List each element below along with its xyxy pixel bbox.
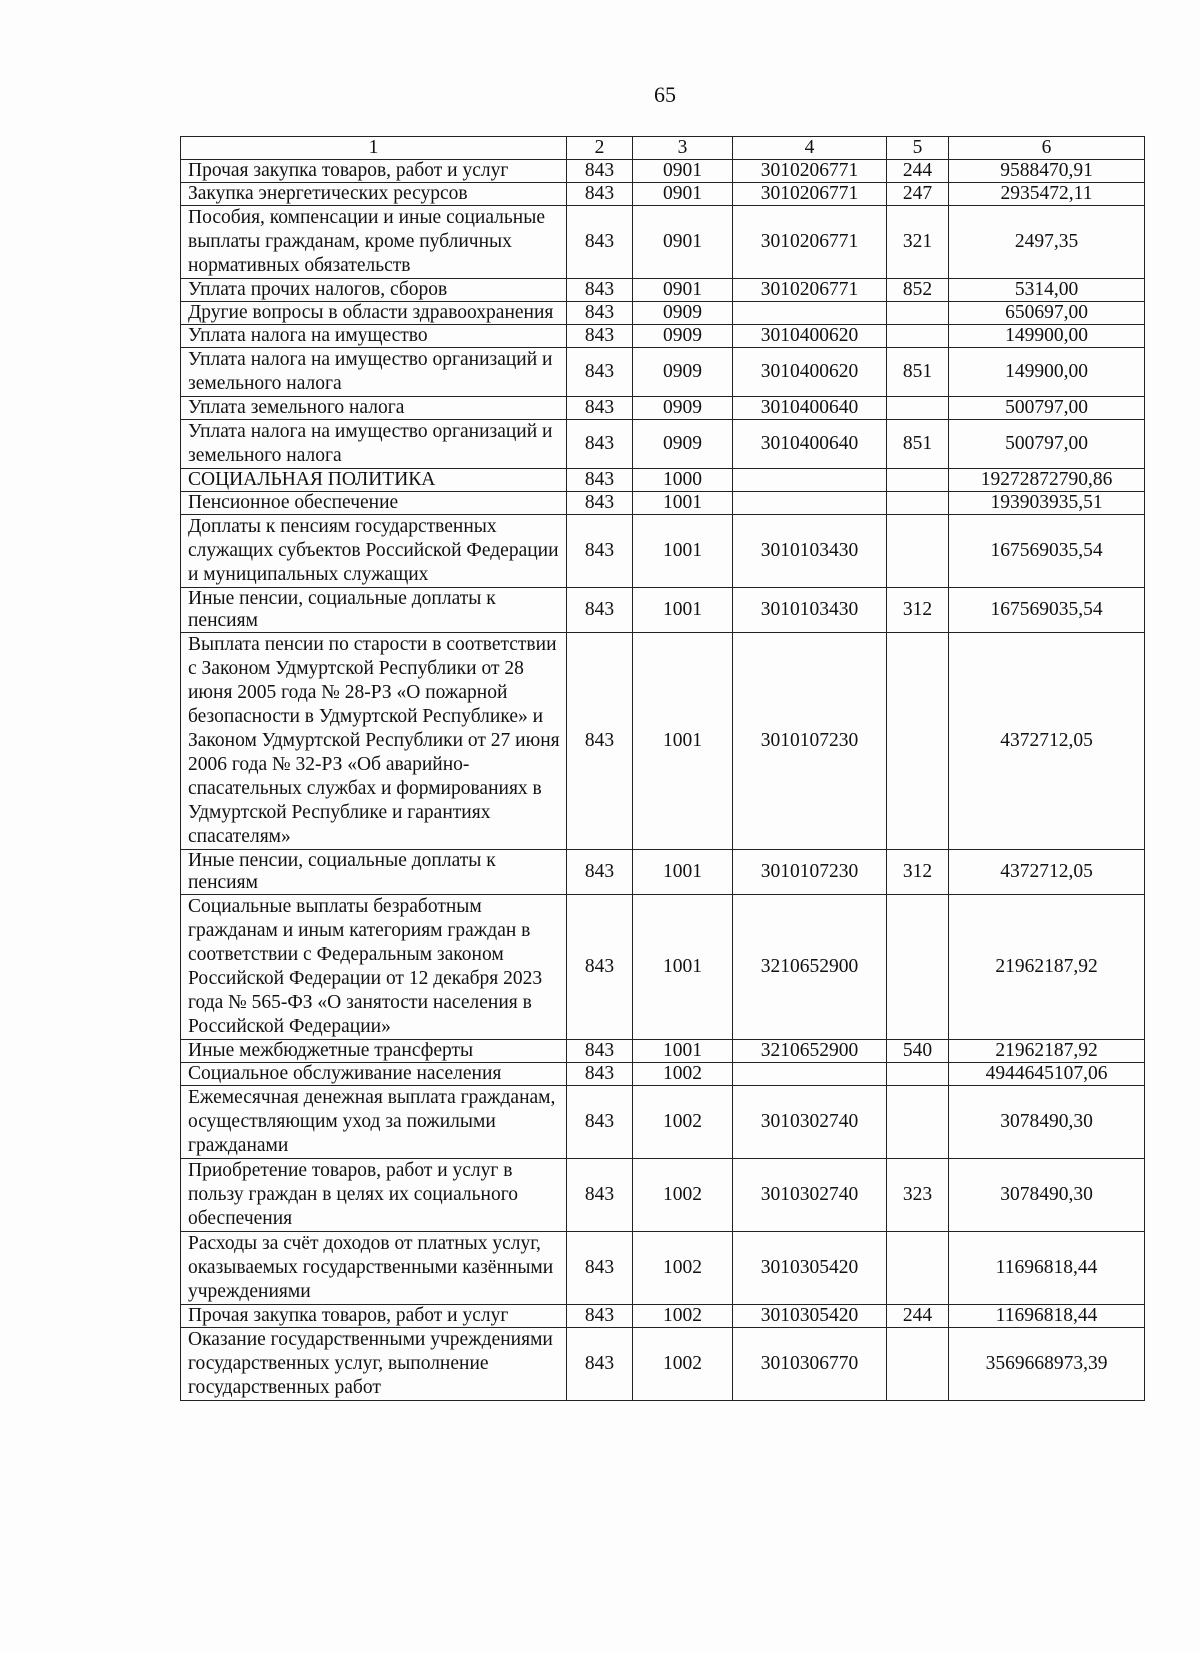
cell-item-name: Оказание государственными учреждениями государственных услуг, выполнение государственных работ xyxy=(181,1328,567,1401)
cell-amount: 11696818,44 xyxy=(949,1305,1145,1328)
cell-item-name: Социальные выплаты безработным гражданам и иным категориям граждан в соответствии с Федеральным законом Российской Федерации от 12 декабря 2023 года № 565-ФЗ «О занятости населения в Российской Федерации» xyxy=(181,895,567,1040)
cell-amount: 167569035,54 xyxy=(949,588,1145,633)
table-row xyxy=(181,492,1145,515)
table-row xyxy=(181,1159,1145,1232)
cell-amount: 21962187,92 xyxy=(949,1040,1145,1063)
cell-ministry-code: 843 xyxy=(567,515,633,588)
cell-ministry-code: 843 xyxy=(567,279,633,302)
cell-expense-type-code xyxy=(887,1063,949,1086)
table-row xyxy=(181,1086,1145,1159)
cell-amount: 500797,00 xyxy=(949,420,1145,469)
cell-ministry-code: 843 xyxy=(567,160,633,183)
cell-ministry-code: 843 xyxy=(567,1159,633,1232)
cell-target-article-code: 3010206771 xyxy=(733,160,887,183)
cell-amount: 650697,00 xyxy=(949,302,1145,325)
cell-target-article-code: 3210652900 xyxy=(733,1040,887,1063)
column-header: 3 xyxy=(633,137,733,160)
cell-target-article-code: 3010400620 xyxy=(733,348,887,397)
column-header: 2 xyxy=(567,137,633,160)
cell-item-name: Другие вопросы в области здравоохранения xyxy=(181,302,567,325)
cell-expense-type-code: 312 xyxy=(887,850,949,895)
cell-section-code: 0909 xyxy=(633,325,733,348)
cell-item-name: Прочая закупка товаров, работ и услуг xyxy=(181,160,567,183)
cell-expense-type-code xyxy=(887,492,949,515)
cell-ministry-code: 843 xyxy=(567,469,633,492)
table-row xyxy=(181,1328,1145,1401)
cell-expense-type-code xyxy=(887,397,949,420)
cell-section-code: 1001 xyxy=(633,895,733,1040)
cell-section-code: 1001 xyxy=(633,850,733,895)
cell-target-article-code: 3010305420 xyxy=(733,1232,887,1305)
cell-amount: 4944645107,06 xyxy=(949,1063,1145,1086)
cell-item-name: Уплата налога на имущество организаций и земельного налога xyxy=(181,420,567,469)
cell-ministry-code: 843 xyxy=(567,206,633,279)
cell-amount: 3078490,30 xyxy=(949,1086,1145,1159)
cell-item-name: Уплата налога на имущество xyxy=(181,325,567,348)
table-row xyxy=(181,302,1145,325)
cell-expense-type-code: 851 xyxy=(887,420,949,469)
cell-ministry-code: 843 xyxy=(567,1232,633,1305)
cell-item-name: Пособия, компенсации и иные социальные выплаты гражданам, кроме публичных нормативных обязательств xyxy=(181,206,567,279)
cell-section-code: 1002 xyxy=(633,1305,733,1328)
cell-expense-type-code: 321 xyxy=(887,206,949,279)
cell-expense-type-code xyxy=(887,1328,949,1401)
cell-amount: 9588470,91 xyxy=(949,160,1145,183)
cell-ministry-code: 843 xyxy=(567,183,633,206)
budget-table xyxy=(180,136,1145,1401)
cell-expense-type-code: 852 xyxy=(887,279,949,302)
table-row xyxy=(181,279,1145,302)
cell-ministry-code: 843 xyxy=(567,1040,633,1063)
column-header: 4 xyxy=(733,137,887,160)
cell-ministry-code: 843 xyxy=(567,1063,633,1086)
cell-target-article-code: 3010400620 xyxy=(733,325,887,348)
cell-item-name: Выплата пенсии по старости в соответствии с Законом Удмуртской Республики от 28 июня 2005 года № 28-РЗ «О пожарной безопасности в Удмуртской Республике» и Законом Удмуртской Республики от 27 июня 2006 года № 32-РЗ «Об аварийно-спасательных службах и формированиях в Удмуртской Республике и гарантиях спасателям» xyxy=(181,633,567,850)
cell-item-name: Иные межбюджетные трансферты xyxy=(181,1040,567,1063)
cell-target-article-code: 3010103430 xyxy=(733,515,887,588)
cell-section-code: 1001 xyxy=(633,515,733,588)
table-row xyxy=(181,895,1145,1040)
table-row xyxy=(181,420,1145,469)
cell-item-name: Доплаты к пенсиям государственных служащих субъектов Российской Федерации и муниципальных служащих xyxy=(181,515,567,588)
table-row xyxy=(181,348,1145,397)
cell-amount: 500797,00 xyxy=(949,397,1145,420)
cell-section-code: 1002 xyxy=(633,1063,733,1086)
cell-item-name: Пенсионное обеспечение xyxy=(181,492,567,515)
cell-ministry-code: 843 xyxy=(567,302,633,325)
table-row xyxy=(181,325,1145,348)
cell-target-article-code xyxy=(733,1063,887,1086)
cell-item-name: Прочая закупка товаров, работ и услуг xyxy=(181,1305,567,1328)
table-row xyxy=(181,1232,1145,1305)
cell-ministry-code: 843 xyxy=(567,850,633,895)
cell-section-code: 0901 xyxy=(633,183,733,206)
cell-ministry-code: 843 xyxy=(567,588,633,633)
cell-target-article-code xyxy=(733,302,887,325)
cell-amount: 3078490,30 xyxy=(949,1159,1145,1232)
cell-expense-type-code: 312 xyxy=(887,588,949,633)
cell-section-code: 1001 xyxy=(633,492,733,515)
cell-amount: 149900,00 xyxy=(949,325,1145,348)
cell-item-name: Уплата прочих налогов, сборов xyxy=(181,279,567,302)
cell-target-article-code: 3010302740 xyxy=(733,1086,887,1159)
cell-target-article-code xyxy=(733,492,887,515)
cell-target-article-code xyxy=(733,469,887,492)
cell-target-article-code: 3010206771 xyxy=(733,183,887,206)
cell-ministry-code: 843 xyxy=(567,1328,633,1401)
cell-section-code: 1002 xyxy=(633,1328,733,1401)
table-row xyxy=(181,469,1145,492)
cell-expense-type-code xyxy=(887,302,949,325)
cell-section-code: 1001 xyxy=(633,633,733,850)
cell-expense-type-code xyxy=(887,1086,949,1159)
cell-target-article-code: 3210652900 xyxy=(733,895,887,1040)
cell-ministry-code: 843 xyxy=(567,1305,633,1328)
cell-target-article-code: 3010103430 xyxy=(733,588,887,633)
cell-item-name: Уплата земельного налога xyxy=(181,397,567,420)
cell-section-code: 1002 xyxy=(633,1086,733,1159)
cell-section-code: 0901 xyxy=(633,206,733,279)
cell-expense-type-code: 851 xyxy=(887,348,949,397)
cell-amount: 5314,00 xyxy=(949,279,1145,302)
page-number: 65 xyxy=(654,82,676,107)
table-row xyxy=(181,515,1145,588)
cell-ministry-code: 843 xyxy=(567,397,633,420)
cell-section-code: 0901 xyxy=(633,279,733,302)
cell-expense-type-code xyxy=(887,325,949,348)
cell-target-article-code: 3010400640 xyxy=(733,397,887,420)
cell-expense-type-code: 323 xyxy=(887,1159,949,1232)
table-header-row xyxy=(181,137,1145,160)
table-row xyxy=(181,1305,1145,1328)
cell-expense-type-code xyxy=(887,1232,949,1305)
cell-item-name: Социальное обслуживание населения xyxy=(181,1063,567,1086)
cell-amount: 19272872790,86 xyxy=(949,469,1145,492)
cell-section-code: 1001 xyxy=(633,1040,733,1063)
cell-expense-type-code: 244 xyxy=(887,160,949,183)
cell-amount: 4372712,05 xyxy=(949,633,1145,850)
column-header: 6 xyxy=(949,137,1145,160)
cell-target-article-code: 3010306770 xyxy=(733,1328,887,1401)
cell-ministry-code: 843 xyxy=(567,492,633,515)
cell-target-article-code: 3010107230 xyxy=(733,633,887,850)
table-row xyxy=(181,160,1145,183)
cell-expense-type-code xyxy=(887,895,949,1040)
cell-ministry-code: 843 xyxy=(567,348,633,397)
column-header: 5 xyxy=(887,137,949,160)
table-row xyxy=(181,850,1145,895)
cell-item-name: Расходы за счёт доходов от платных услуг, оказываемых государственными казёнными учреждениями xyxy=(181,1232,567,1305)
table-row xyxy=(181,1063,1145,1086)
table-row xyxy=(181,397,1145,420)
cell-target-article-code: 3010302740 xyxy=(733,1159,887,1232)
cell-amount: 2935472,11 xyxy=(949,183,1145,206)
table-row xyxy=(181,633,1145,850)
cell-target-article-code: 3010305420 xyxy=(733,1305,887,1328)
cell-amount: 2497,35 xyxy=(949,206,1145,279)
cell-ministry-code: 843 xyxy=(567,420,633,469)
cell-section-code: 1002 xyxy=(633,1159,733,1232)
cell-amount: 167569035,54 xyxy=(949,515,1145,588)
table-row xyxy=(181,1040,1145,1063)
cell-item-name: Иные пенсии, социальные доплаты к пенсиям xyxy=(181,588,567,633)
table-row xyxy=(181,588,1145,633)
cell-section-code: 1001 xyxy=(633,588,733,633)
cell-amount: 11696818,44 xyxy=(949,1232,1145,1305)
cell-amount: 193903935,51 xyxy=(949,492,1145,515)
cell-item-name: Ежемесячная денежная выплата гражданам, осуществляющим уход за пожилыми гражданами xyxy=(181,1086,567,1159)
cell-expense-type-code xyxy=(887,633,949,850)
cell-target-article-code: 3010107230 xyxy=(733,850,887,895)
cell-section-code: 1000 xyxy=(633,469,733,492)
cell-expense-type-code: 247 xyxy=(887,183,949,206)
cell-item-name: Уплата налога на имущество организаций и земельного налога xyxy=(181,348,567,397)
cell-expense-type-code xyxy=(887,515,949,588)
cell-ministry-code: 843 xyxy=(567,1086,633,1159)
cell-ministry-code: 843 xyxy=(567,633,633,850)
cell-section-code: 0909 xyxy=(633,420,733,469)
column-header: 1 xyxy=(181,137,567,160)
cell-expense-type-code: 540 xyxy=(887,1040,949,1063)
cell-section-code: 0909 xyxy=(633,302,733,325)
cell-amount: 4372712,05 xyxy=(949,850,1145,895)
cell-section-code: 0909 xyxy=(633,348,733,397)
cell-item-name: СОЦИАЛЬНАЯ ПОЛИТИКА xyxy=(181,469,567,492)
cell-expense-type-code: 244 xyxy=(887,1305,949,1328)
cell-section-code: 1002 xyxy=(633,1232,733,1305)
table-row xyxy=(181,183,1145,206)
cell-section-code: 0909 xyxy=(633,397,733,420)
cell-item-name: Приобретение товаров, работ и услуг в пользу граждан в целях их социального обеспечения xyxy=(181,1159,567,1232)
cell-amount: 3569668973,39 xyxy=(949,1328,1145,1401)
cell-ministry-code: 843 xyxy=(567,325,633,348)
table-row xyxy=(181,206,1145,279)
cell-ministry-code: 843 xyxy=(567,895,633,1040)
cell-item-name: Иные пенсии, социальные доплаты к пенсиям xyxy=(181,850,567,895)
cell-expense-type-code xyxy=(887,469,949,492)
cell-amount: 21962187,92 xyxy=(949,895,1145,1040)
cell-item-name: Закупка энергетических ресурсов xyxy=(181,183,567,206)
cell-target-article-code: 3010206771 xyxy=(733,279,887,302)
cell-target-article-code: 3010206771 xyxy=(733,206,887,279)
cell-amount: 149900,00 xyxy=(949,348,1145,397)
cell-target-article-code: 3010400640 xyxy=(733,420,887,469)
cell-section-code: 0901 xyxy=(633,160,733,183)
